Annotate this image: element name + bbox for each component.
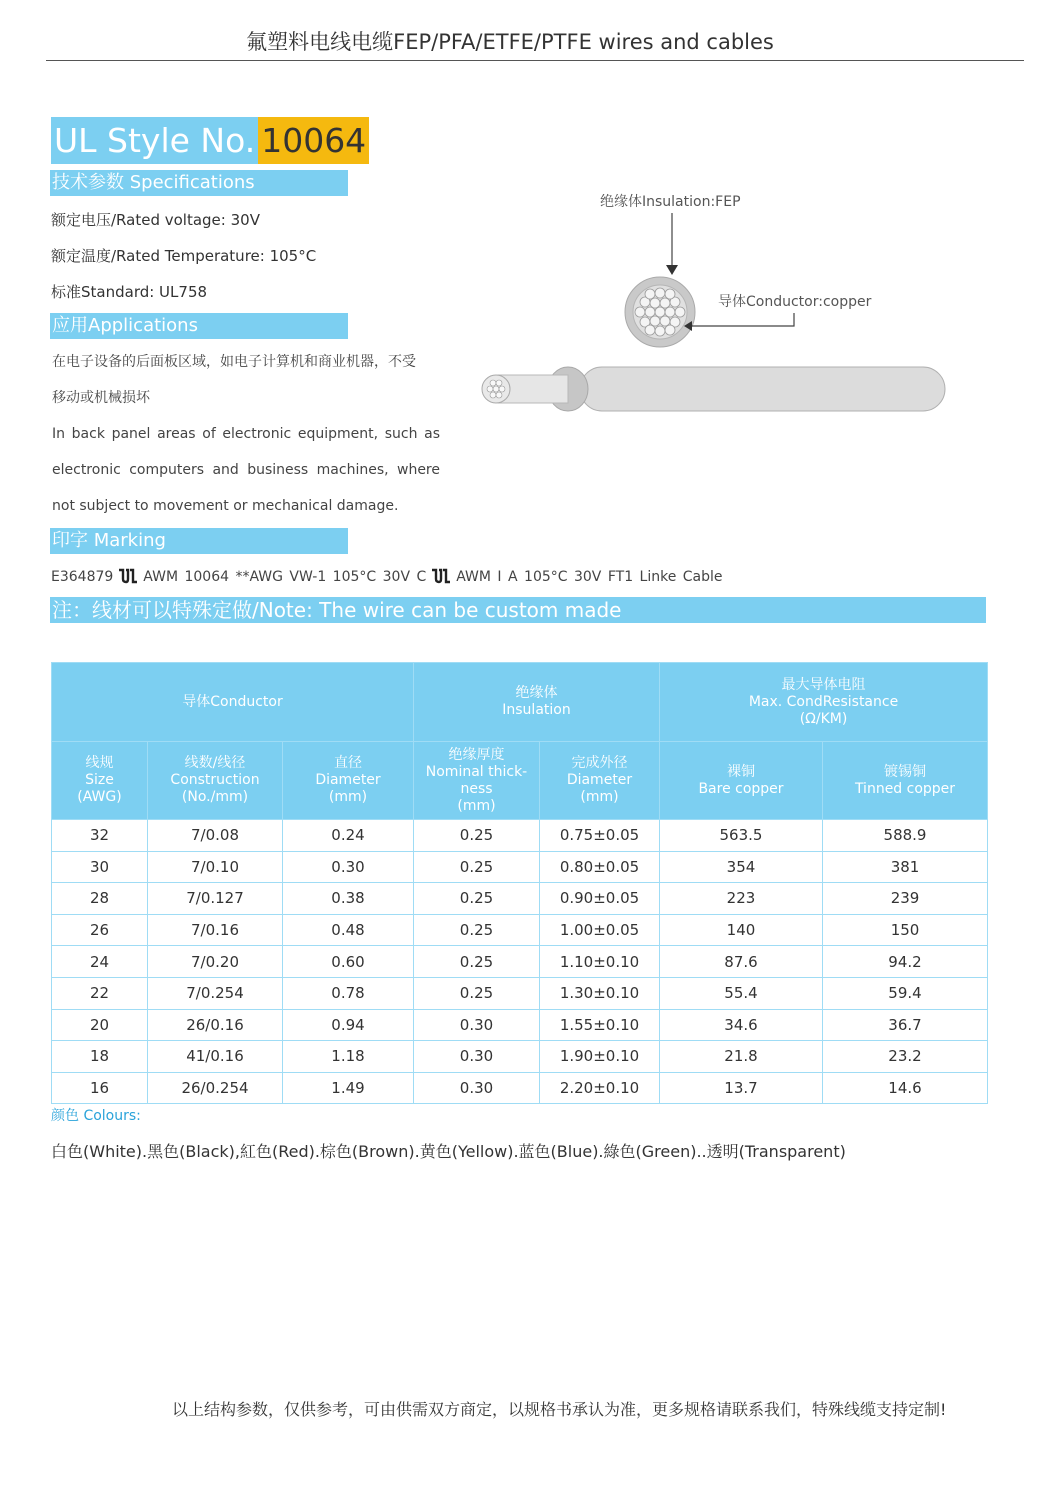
specifications-heading: 技术参数 Specifications [50, 170, 348, 196]
cell-tinned-copper: 239 [823, 883, 988, 915]
cell-diameter: 0.38 [283, 883, 414, 915]
cell-diameter: 0.94 [283, 1009, 414, 1041]
cell-tinned-copper: 150 [823, 914, 988, 946]
cell-tinned-copper: 94.2 [823, 946, 988, 978]
cell-diameter: 0.30 [283, 851, 414, 883]
cell-thickness: 0.30 [414, 1041, 540, 1073]
col-diameter-header: 直径 Diameter (mm) [283, 742, 414, 820]
title-divider [46, 60, 1024, 61]
ul-style-heading [51, 117, 369, 164]
ul-recognized-icon [117, 568, 139, 586]
cell-diameter: 0.60 [283, 946, 414, 978]
applications-en-line: not subject to movement or mechanical damage. [52, 498, 399, 514]
cell-outer-diameter: 0.90±0.05 [540, 883, 660, 915]
cell-outer-diameter: 1.55±0.10 [540, 1009, 660, 1041]
group-resistance-header: 最大导体电阻 Max. CondResistance (Ω/KM) [660, 663, 988, 742]
cell-thickness: 0.25 [414, 851, 540, 883]
col-thickness-header: 绝缘厚度 Nominal thick- ness (mm) [414, 742, 540, 820]
page-title: 氟塑料电线电缆FEP/PFA/ETFE/PTFE wires and cables [246, 30, 774, 54]
cell-size: 18 [52, 1041, 148, 1073]
group-conductor-header: 导体Conductor [52, 663, 414, 742]
cell-outer-diameter: 1.00±0.05 [540, 914, 660, 946]
table-row [52, 1041, 988, 1073]
cell-tinned-copper: 23.2 [823, 1041, 988, 1073]
arrow-head-icon [666, 265, 678, 275]
cell-size: 26 [52, 914, 148, 946]
table-row [52, 883, 988, 915]
applications-heading: 应用Applications [50, 313, 348, 339]
col-outer-diameter-header: 完成外径 Diameter (mm) [540, 742, 660, 820]
cell-outer-diameter: 1.10±0.10 [540, 946, 660, 978]
col-bare-copper-header: 裸铜 Bare copper [660, 742, 823, 820]
table-header-row [52, 742, 988, 820]
group-insulation-header: 绝缘体 Insulation [414, 663, 660, 742]
cell-construction: 7/0.127 [148, 883, 283, 915]
custom-note: 注：线材可以特殊定做/Note: The wire can be custom made [50, 597, 986, 623]
marking-file-number: E364879 [51, 569, 114, 585]
table-row [52, 1009, 988, 1041]
marking-text [51, 568, 723, 586]
cell-construction: 7/0.254 [148, 977, 283, 1009]
table-row [52, 1072, 988, 1104]
table-row [52, 914, 988, 946]
marking-cable-rating: AWM I A 105°C 30V FT1 Linke Cable [456, 569, 723, 585]
cell-bare-copper: 55.4 [660, 977, 823, 1009]
spec-table [51, 662, 988, 1104]
cell-construction: 7/0.16 [148, 914, 283, 946]
rated-temperature: 额定温度/Rated Temperature: 105°C [51, 247, 317, 265]
cell-bare-copper: 223 [660, 883, 823, 915]
standard: 标准Standard: UL758 [51, 283, 208, 301]
footer-disclaimer: 以上结构参数，仅供参考，可由供需双方商定，以规格书承认为准，更多规格请联系我们，特殊线缆支持定制! [172, 1400, 947, 1419]
cell-thickness: 0.25 [414, 977, 540, 1009]
marking-heading: 印字 Marking [50, 528, 348, 554]
conductor-label: 导体Conductor:copper [718, 294, 872, 310]
cell-thickness: 0.30 [414, 1009, 540, 1041]
cell-size: 24 [52, 946, 148, 978]
table-row [52, 820, 988, 852]
applications-cn-line: 在电子设备的后面板区域，如电子计算机和商业机器，不受 [52, 354, 416, 370]
cable-jacket [580, 367, 945, 411]
cell-tinned-copper: 59.4 [823, 977, 988, 1009]
cell-bare-copper: 140 [660, 914, 823, 946]
cell-construction: 26/0.16 [148, 1009, 283, 1041]
applications-en-line: electronic computers and business machines, where [52, 462, 440, 478]
colours-label: 颜色 Colours: [51, 1108, 141, 1124]
cell-diameter: 0.24 [283, 820, 414, 852]
marking-awm-rating: AWM 10064 **AWG VW-1 105°C 30V C [143, 569, 427, 585]
cell-tinned-copper: 36.7 [823, 1009, 988, 1041]
cell-bare-copper: 21.8 [660, 1041, 823, 1073]
cell-diameter: 1.49 [283, 1072, 414, 1104]
cell-outer-diameter: 2.20±0.10 [540, 1072, 660, 1104]
table-row [52, 946, 988, 978]
cell-size: 28 [52, 883, 148, 915]
cell-outer-diameter: 0.80±0.05 [540, 851, 660, 883]
cell-size: 20 [52, 1009, 148, 1041]
table-row [52, 977, 988, 1009]
cell-size: 32 [52, 820, 148, 852]
cell-diameter: 1.18 [283, 1041, 414, 1073]
cell-construction: 7/0.08 [148, 820, 283, 852]
cell-tinned-copper: 14.6 [823, 1072, 988, 1104]
cell-bare-copper: 354 [660, 851, 823, 883]
cell-bare-copper: 13.7 [660, 1072, 823, 1104]
cell-thickness: 0.25 [414, 883, 540, 915]
ul-style-prefix: UL Style No. [51, 117, 258, 164]
ul-style-number: 10064 [258, 117, 369, 164]
table-body [52, 820, 988, 1104]
cell-size: 22 [52, 977, 148, 1009]
cell-bare-copper: 34.6 [660, 1009, 823, 1041]
cell-thickness: 0.30 [414, 1072, 540, 1104]
cell-thickness: 0.25 [414, 946, 540, 978]
cell-outer-diameter: 1.30±0.10 [540, 977, 660, 1009]
cell-diameter: 0.78 [283, 977, 414, 1009]
cell-diameter: 0.48 [283, 914, 414, 946]
cell-thickness: 0.25 [414, 820, 540, 852]
rated-voltage: 额定电压/Rated voltage: 30V [51, 211, 260, 229]
cell-size: 30 [52, 851, 148, 883]
applications-cn-line: 移动或机械损坏 [52, 390, 150, 406]
table-header-group-row [52, 663, 988, 742]
cell-outer-diameter: 1.90±0.10 [540, 1041, 660, 1073]
ul-recognized-icon [430, 568, 452, 586]
cell-construction: 41/0.16 [148, 1041, 283, 1073]
cell-tinned-copper: 381 [823, 851, 988, 883]
cell-bare-copper: 563.5 [660, 820, 823, 852]
insulation-label: 绝缘体Insulation:FEP [600, 194, 741, 210]
applications-en-line: In back panel areas of electronic equipment, such as [52, 426, 440, 442]
cell-construction: 7/0.20 [148, 946, 283, 978]
cell-outer-diameter: 0.75±0.05 [540, 820, 660, 852]
col-construction-header: 线数/线径 Construction (No./mm) [148, 742, 283, 820]
colours-list: 白色(White).黑色(Black),紅色(Red).棕色(Brown).黄色(Yellow).蓝色(Blue).綠色(Green)..透明(Transparent) [51, 1142, 846, 1161]
cell-size: 16 [52, 1072, 148, 1104]
table-row [52, 851, 988, 883]
col-tinned-copper-header: 镀锡铜 Tinned copper [823, 742, 988, 820]
cell-thickness: 0.25 [414, 914, 540, 946]
cell-tinned-copper: 588.9 [823, 820, 988, 852]
cell-construction: 26/0.254 [148, 1072, 283, 1104]
conductor-pointer [688, 313, 794, 326]
col-size-header: 线规 Size (AWG) [52, 742, 148, 820]
cell-bare-copper: 87.6 [660, 946, 823, 978]
cell-construction: 7/0.10 [148, 851, 283, 883]
applications-text [52, 344, 440, 524]
